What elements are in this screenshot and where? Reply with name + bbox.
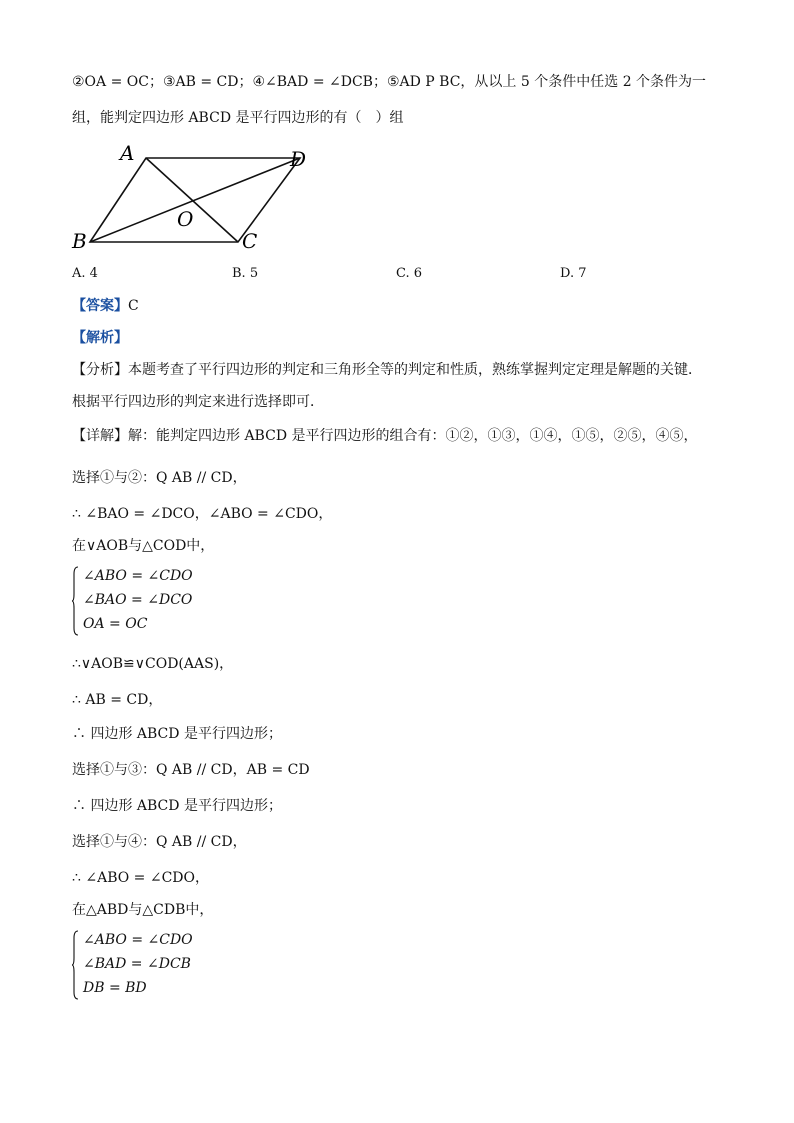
step-11: 在△ABD与△CDB中，	[72, 902, 214, 918]
brace-icon	[72, 566, 79, 636]
vertex-label-a: A	[120, 142, 135, 165]
step-10: ∴ ∠ABO = ∠CDO，	[72, 870, 209, 886]
fenxi-tag: 【分析】	[72, 362, 128, 378]
step-6: ∴ 四边形 ABCD 是平行四边形；	[72, 726, 282, 742]
system-2-row-1: ∠ABO = ∠CDO	[83, 932, 193, 948]
detail-tag: 【详解】	[72, 428, 128, 444]
step-1: 选择①与②：Q AB // CD，	[72, 470, 247, 486]
step-7: 选择①与③：Q AB // CD，AB = CD	[72, 762, 310, 778]
fenxi-text: 本题考查了平行四边形的判定和三角形全等的判定和性质，熟练掌握判定定理是解题的关键．	[128, 362, 702, 378]
answer-line	[72, 296, 139, 316]
detail-intro: 解：能判定四边形 ABCD 是平行四边形的组合有：①②，①③，①④，①⑤，②⑤，④⑤，	[128, 428, 698, 444]
vertex-label-b: B	[72, 229, 87, 252]
system-1-row-3: OA = OC	[83, 616, 148, 632]
option-b: B. 5	[232, 266, 259, 281]
answer-value: C	[128, 298, 139, 314]
answer-tag: 【答案】	[72, 298, 128, 314]
option-a: A. 4	[72, 266, 98, 281]
fenxi-line	[72, 360, 702, 380]
option-c: C. 6	[396, 266, 423, 281]
option-d: D. 7	[560, 266, 587, 281]
question-line-2: 组，能判定四边形 ABCD 是平行四边形的有（ ）组	[72, 110, 404, 126]
step-3: 在∨AOB与△COD中，	[72, 538, 215, 554]
parallelogram-figure	[68, 142, 328, 252]
brace-icon	[72, 930, 79, 1000]
system-2-row-3: DB = BD	[83, 980, 147, 996]
equation-system-2	[72, 930, 272, 1000]
question-line-1: ②OA = OC；③AB = CD；④∠BAD = ∠DCB；⑤AD P BC，从以上 5 个条件中任选 2 个条件为一	[72, 74, 707, 90]
system-1-row-2: ∠BAO = ∠DCO	[83, 592, 193, 608]
system-2-row-2: ∠BAD = ∠DCB	[83, 956, 191, 972]
system-1-row-1: ∠ABO = ∠CDO	[83, 568, 193, 584]
vertex-label-c: C	[242, 229, 258, 252]
step-2: ∴ ∠BAO = ∠DCO，∠ABO = ∠CDO，	[72, 506, 333, 522]
step-8: ∴ 四边形 ABCD 是平行四边形；	[72, 798, 282, 814]
step-9: 选择①与④：Q AB // CD，	[72, 834, 247, 850]
step-5: ∴ AB = CD，	[72, 692, 163, 708]
vertex-label-d: D	[290, 147, 307, 171]
equation-system-1	[72, 566, 272, 636]
step-4: ∴∨AOB≌∨COD(AAS)，	[72, 656, 234, 672]
center-label-o: O	[177, 207, 194, 231]
analysis-tag: 【解析】	[72, 330, 128, 346]
detail-intro-line	[72, 426, 698, 446]
fenxi-line-2: 根据平行四边形的判定来进行选择即可．	[72, 394, 324, 410]
